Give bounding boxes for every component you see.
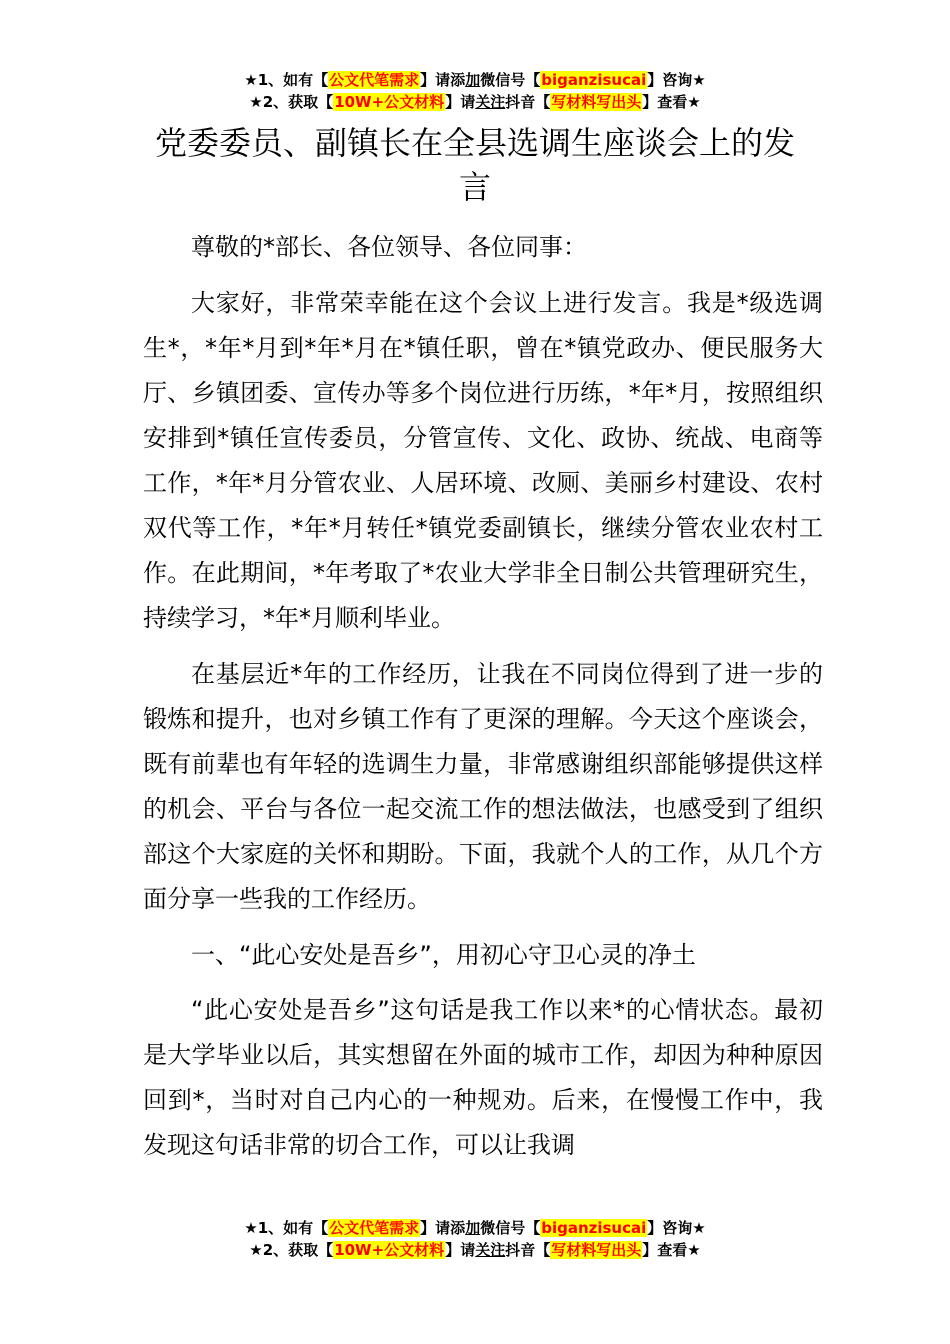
promo-douyin-account: 写材料写出头 [551,1241,642,1259]
promo-highlight: 10W+公文材料 [334,1241,445,1259]
promo-text: 】查看★ [642,1241,701,1259]
promo-wechat-id: biganzisucai [541,1219,647,1237]
promo-line-2 [0,1239,950,1261]
promo-line-1 [0,69,950,91]
promo-text: 微信号【 [480,1219,541,1237]
promo-text: 】请 [445,93,476,111]
promo-underlined: 加 [465,1219,481,1237]
promo-text: 】请添 [420,71,466,89]
promo-text: 微信号【 [480,71,541,89]
promo-text: 】咨询★ [647,71,706,89]
salutation: 尊敬的*部长、各位领导、各位同事： [191,233,587,261]
paragraph: 在基层近*年的工作经历，让我在不同岗位得到了进一步的锻炼和提升，也对乡镇工作有了更深的理解。今天这个座谈会，既有前辈也有年轻的选调生力量，非常感谢组织部能够提供这样的机会、平台与各位一起交流工作的想法做法，也感受到了组织部这个大家庭的关怀和期盼。下面，我就个人的工作，从几个方面分享一些我的工作经历。 [143,660,823,913]
promo-text: 抖音【 [505,93,551,111]
promo-text: 】查看★ [642,93,701,111]
paragraph: “此心安处是吾乡”这句话是我工作以来*的心情状态。最初是大学毕业以后，其实想留在外面的城市工作，却因为种种原因回到*，当时对自己内心的一种规劝。后来，在慢慢工作中，我发现这句话非常的切合工作，可以让我调 [143,996,823,1159]
document-title: 党委委员、副镇长在全县选调生座谈会上的发言 [154,124,795,206]
promo-highlight: 公文代笔需求 [329,1219,420,1237]
footer-promo-banner [0,1217,950,1261]
promo-highlight: 10W+公文材料 [334,93,445,111]
promo-text: 】请 [445,1241,476,1259]
promo-text: 抖音【 [505,1241,551,1259]
promo-underlined: 加 [465,71,481,89]
promo-line-1 [0,1217,950,1239]
promo-underlined: 关注 [475,93,506,111]
promo-line-2 [0,91,950,113]
promo-text: 】咨询★ [647,1219,706,1237]
promo-text: ★1、如有【 [244,1219,329,1237]
paragraph: 大家好，非常荣幸能在这个会议上进行发言。我是*级选调生*，*年*月到*年*月在*镇任职，曾在*镇党政办、便民服务大厅、乡镇团委、宣传办等多个岗位进行历练，*年*月，按照组织安排到*镇任宣传委员，分管宣传、文化、政协、统战、电商等工作，*年*月分管农业、人居环境、改厕、美丽乡村建设、农村双代等工作，*年*月转任*镇党委副镇长，继续分管农业农村工作。在此期间，*年考取了*农业大学非全日制公共管理研究生，持续学习，*年*月顺利毕业。 [143,289,823,632]
promo-text: ★2、获取【 [249,1241,334,1259]
promo-wechat-id: biganzisucai [541,71,647,89]
promo-underlined: 关注 [475,1241,506,1259]
promo-text: 】请添 [420,1219,466,1237]
promo-highlight: 公文代笔需求 [329,71,420,89]
promo-text: ★2、获取【 [249,93,334,111]
header-promo-banner [0,69,950,113]
section-heading: 一、“此心安处是吾乡”，用初心守卫心灵的净土 [191,941,696,969]
document-body [143,225,823,1179]
promo-text: ★1、如有【 [244,71,329,89]
promo-douyin-account: 写材料写出头 [551,93,642,111]
